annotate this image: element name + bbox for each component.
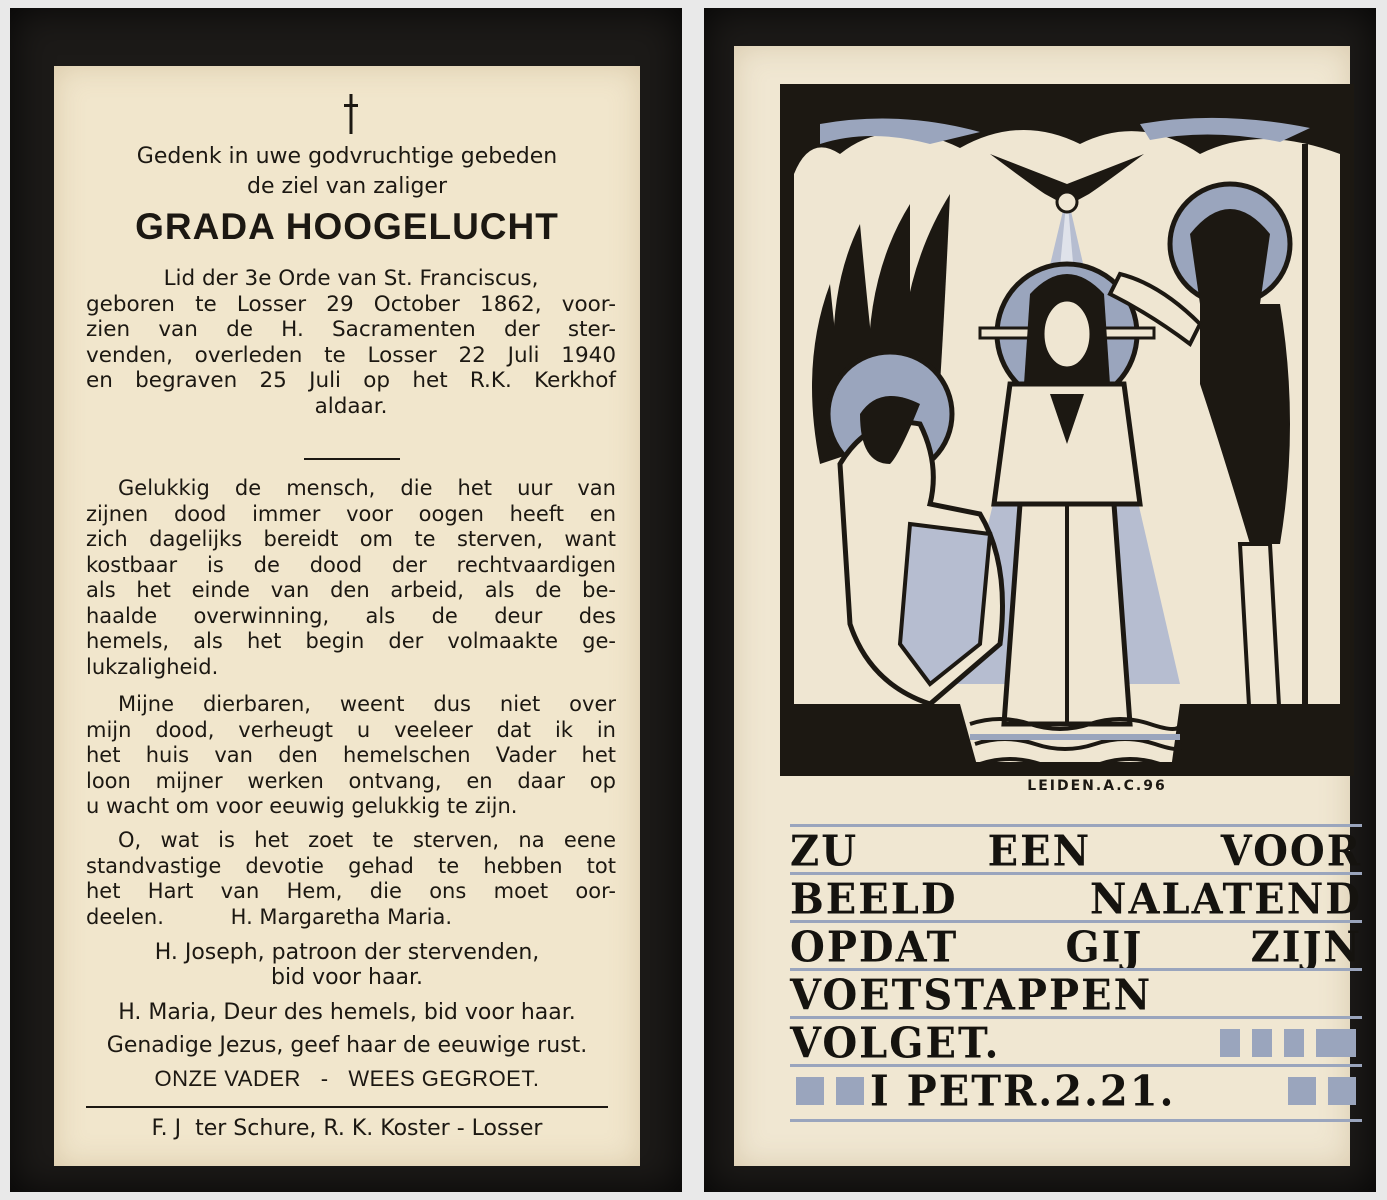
left-scan-frame xyxy=(10,8,682,1192)
prayer-maria: H. Maria, Deur des hemels, bid voor haar. xyxy=(118,1000,576,1025)
bio-line: en begraven 25 Juli op het R.K. Kerkhof xyxy=(86,368,616,393)
baptism-woodcut-illustration xyxy=(780,84,1354,776)
bio-line: venden, overleden te Losser 22 Juli 1940 xyxy=(86,342,616,368)
verse-ornament xyxy=(1214,1029,1362,1057)
verse-row xyxy=(790,1016,1362,1071)
printer-line: F. J ter Schure, R. K. Koster - Losser xyxy=(151,1116,543,1141)
verse-line: VOLGET. xyxy=(790,1018,1001,1069)
bio-line: Lid der 3e Orde van St. Franciscus, xyxy=(163,266,539,291)
divider xyxy=(304,458,400,460)
verse-ornament xyxy=(1282,1077,1362,1105)
paragraph-line: zich dagelijks bereidt om te sterven, want xyxy=(86,527,616,551)
heading-line-1: Gedenk in uwe godvruchtige gebeden xyxy=(136,144,558,169)
paragraph-line: zijnen dood immer voor oogen heeft en xyxy=(86,501,616,526)
verse-line: I PETR.2.21. xyxy=(870,1066,1176,1117)
verse-row xyxy=(790,968,1362,1023)
prayer-jezus: Genadige Jezus, geef haar de eeuwige rust. xyxy=(106,1033,588,1058)
memorial-card-text xyxy=(54,66,640,1166)
paragraph-line: hemels, als het begin der volmaakte ge- xyxy=(86,629,616,653)
paragraph-line: mijn dood, verheugt u veeleer dat ik in xyxy=(86,717,616,742)
scripture-verse xyxy=(790,824,1362,1124)
right-scan-frame xyxy=(704,8,1376,1192)
paragraph-line: het huis van den hemelschen Vader het xyxy=(86,743,616,767)
verse-ornament xyxy=(790,1077,870,1105)
bio-line: zien van de H. Sacramenten der ster- xyxy=(86,317,616,342)
heading-line-2: de ziel van zaliger xyxy=(246,174,448,199)
verse-row xyxy=(790,1064,1362,1122)
bio-line: geboren te Losser 29 October 1862, voor- xyxy=(86,291,616,317)
deceased-name: GRADA HOOGELUCHT xyxy=(135,206,559,247)
prayer-joseph-2: bid voor haar. xyxy=(271,965,423,990)
paragraph-line: haalde overwinning, als de deur des xyxy=(86,603,616,628)
cross-icon xyxy=(344,94,358,134)
paragraph-line: het Hart van Hem, die ons moet oor- xyxy=(86,879,616,903)
paragraph-1 xyxy=(86,476,616,680)
verse-line: ZU EEN VOOR xyxy=(790,826,1362,877)
paragraph-line: standvastige devotie gehad te hebben tot xyxy=(86,853,616,878)
verse-line: OPDAT GIJ ZIJN xyxy=(790,922,1362,973)
verse-line: VOETSTAPPEN xyxy=(790,970,1153,1021)
biography xyxy=(86,266,616,419)
paragraph-line: deelen. H. Margaretha Maria. xyxy=(86,904,453,929)
bio-line: aldaar. xyxy=(314,393,388,419)
footer-divider xyxy=(86,1106,608,1108)
paragraph-line: O, wat is het zoet te sterven, na eene xyxy=(118,828,616,852)
paragraph-line: u wacht om voor eeuwig gelukkig te zijn. xyxy=(86,794,518,818)
paragraph-2 xyxy=(86,692,616,820)
paragraph-line: Mijne dierbaren, weent dus niet over xyxy=(118,692,616,716)
paragraph-line: kostbaar is de dood der rechtvaardigen xyxy=(86,552,616,577)
memorial-card-image xyxy=(734,46,1362,1166)
prayer-onze-vader: ONZE VADER - WEES GEGROET. xyxy=(154,1066,540,1091)
verse-line: BEELD NALATEND xyxy=(790,874,1362,925)
paragraph-line: Gelukkig de mensch, die het uur van xyxy=(118,476,616,500)
artist-signature: LEIDEN.A.C.96 xyxy=(1027,778,1167,794)
verse-row xyxy=(790,824,1362,879)
paragraph-line: loon mijner werken ontvang, en daar op xyxy=(86,768,616,793)
paragraph-line: lukzaligheid. xyxy=(86,654,219,679)
verse-row xyxy=(790,920,1362,975)
verse-row xyxy=(790,872,1362,927)
prayer-joseph: H. Joseph, patroon der stervenden, xyxy=(154,940,540,965)
paragraph-3 xyxy=(86,828,616,930)
paragraph-line: als het einde van den arbeid, als de be- xyxy=(86,578,616,602)
